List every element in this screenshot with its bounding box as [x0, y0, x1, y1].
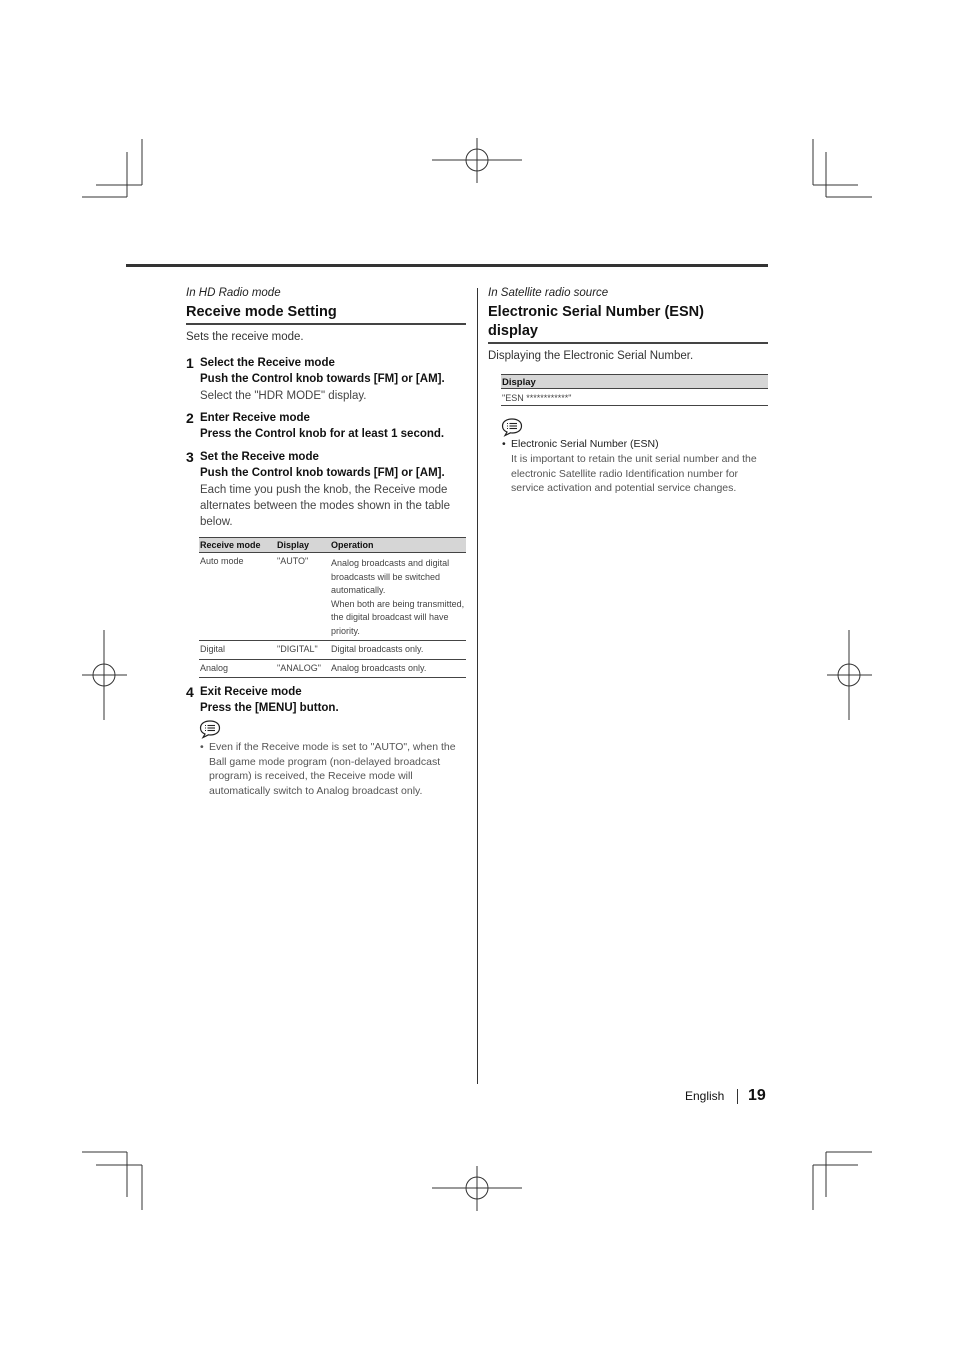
table-row [199, 553, 466, 641]
section-heading-esn: Electronic Serial Number (ESN) [488, 304, 704, 320]
operation-text: When both are being transmitted, the digital broadcast will have priority. [331, 598, 465, 636]
display-table-header: Display [501, 374, 768, 389]
table-row [199, 659, 466, 678]
step-number: 1 [186, 355, 194, 371]
note-icon [199, 719, 221, 739]
step-instruction: Push the Control knob towards [FM] or [AM]. [200, 373, 445, 385]
table-cell: Analog broadcasts only. [330, 659, 466, 678]
step-number: 2 [186, 410, 194, 426]
step-instruction: Press the [MENU] button. [200, 702, 339, 714]
column-divider [477, 288, 478, 1084]
left-intro: Sets the receive mode. [186, 331, 304, 343]
step-title: Enter Receive mode [200, 412, 310, 424]
step-description: Select the "HDR MODE" display. [200, 390, 367, 402]
table-cell: Digital broadcasts only. [330, 641, 466, 660]
footer-language: English [685, 1089, 725, 1103]
display-table-value: "ESN ************" [501, 390, 768, 406]
table-cell: Digital [199, 641, 276, 660]
step-number: 3 [186, 449, 194, 465]
step-title: Exit Receive mode [200, 686, 302, 698]
table-cell: Auto mode [199, 553, 276, 641]
right-intro: Displaying the Electronic Serial Number. [488, 350, 694, 362]
table-row [199, 641, 466, 660]
column-header: Display [276, 538, 330, 553]
table-cell: "AUTO" [276, 553, 330, 641]
column-header: Receive mode [199, 538, 276, 553]
bullet: • [502, 438, 506, 450]
footer-separator [737, 1089, 738, 1104]
step-title: Set the Receive mode [200, 451, 319, 463]
table-header-row [199, 538, 466, 553]
step-number: 4 [186, 684, 194, 700]
heading-underline [488, 342, 768, 344]
step-instruction: Push the Control knob towards [FM] or [AM]. [200, 467, 445, 479]
table-cell: "DIGITAL" [276, 641, 330, 660]
step-instruction: Press the Control knob for at least 1 second. [200, 428, 445, 440]
step-description: Each time you push the knob, the Receive mode alternates between the modes shown in the table below. [200, 484, 450, 528]
receive-mode-table [199, 537, 466, 678]
section-heading-esn-line2: display [488, 323, 538, 339]
section-heading-receive-mode: Receive mode Setting [186, 304, 337, 320]
step-title: Select the Receive mode [200, 357, 335, 369]
left-context-label: In HD Radio mode [186, 287, 281, 299]
note-text: Even if the Receive mode is set to "AUTO", when the Ball game mode program (non-delayed broadcast program) is received, the Receive mode will automatically switch to Analog broadcast only. [209, 741, 456, 797]
note-title: Electronic Serial Number (ESN) [511, 438, 659, 450]
heading-underline [186, 323, 466, 325]
page-number: 19 [748, 1087, 766, 1104]
right-context-label: In Satellite radio source [488, 287, 609, 299]
bullet: • [200, 741, 204, 753]
note-icon [501, 417, 523, 437]
table-cell: "ANALOG" [276, 659, 330, 678]
table-cell [330, 553, 466, 641]
note-text: It is important to retain the unit serial number and the electronic Satellite radio Identification number for service activation and potential service changes. [511, 453, 757, 494]
table-cell: Analog [199, 659, 276, 678]
top-rule [126, 264, 768, 267]
operation-text: Analog broadcasts and digital broadcasts will be switched automatically. [331, 558, 450, 595]
column-header: Operation [330, 538, 466, 553]
